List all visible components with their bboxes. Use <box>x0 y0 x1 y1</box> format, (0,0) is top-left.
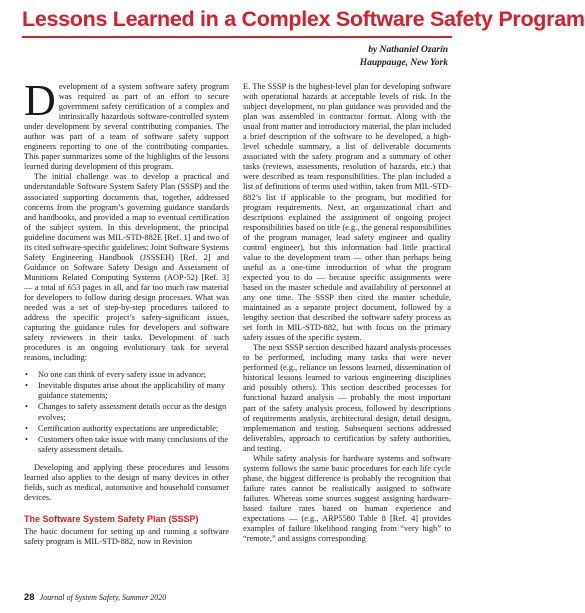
page-footer <box>24 593 166 603</box>
list-item: • No one can think of every safety issue in advance; <box>36 370 229 380</box>
reasons-list <box>24 370 229 454</box>
sssp-continued-paragraph: E. The SSSP is the highest-level plan for developing software with operational hazards at acceptable levels of risk. In the subject development, no plan guidance was provided and the plan was assembled in contractor format. Along with the usual front matter and introductory material, the plan included a brief description of the software to be developed, a high-level schedule summary, a list of deliverable documents associated with the safety program and a summary of other tasks (reviews, assessments, resolution of hazards, etc.) that were described as team responsibilities. The plan included a list of definitions of terms used within, taken from MIL-STD-882’s list if applicable to the program, but modified for program requirements. Next, an organizational chart and descriptions explained the assignment of ongoing project responsibilities based on title (e.g., the general responsibilities of the program manager, lead safety engineer and quality control engineer), but this information had little practical value to the development team — other than perhaps being useful as a one-time introduction of what the program expected you to do — because specific assignments were based on the master schedule and availability of personnel at any one time. The SSSP then cited the master schedule, maintained as a separate project document, followed by a lengthy section that described the software safety process as set forth in MIL-STD-882, but with focus on the primary safety issues of the specific system. <box>243 82 451 343</box>
drop-cap: D <box>24 76 56 125</box>
intro-paragraph <box>24 76 229 172</box>
failure-rates-paragraph: While safety analysis for hardware systems and software systems follows the same basic procedures for each life cycle phase, the biggest difference is probably the recognition that failure rates cannot be realistically assigned to software failures. Whereas some sources suggest assigning hardware-based failure rates based on human experience and expectations — (e.g., ARP5580 Table 8 [Ref. 4] provides examples of failure likelihood ranging from “very high” to “remote,” and assigns corresponding <box>243 453 451 544</box>
list-item: • Certification authority expectations are unpredictable; <box>36 424 229 434</box>
section-heading-sssp: The Software System Safety Plan (SSSP) <box>24 513 199 524</box>
author-location: Hauppauge, New York <box>359 58 448 68</box>
applications-paragraph: Developing and applying these procedures and lessons learned also applies to the design of many devices in other fields, such as medical, automotive and household consumer devices. <box>24 462 229 502</box>
intro-text: evelopment of a system software safety program was required as part of an effort to secure government safety certification of a complex and intrinsically hazardous software-controlled system under development by several contributing companies. The author was part of a team of software safety support engineers reporting to one of the contributing companies. This paper summarizes some of the highlights of the lessons learned during development of this program. <box>24 82 229 172</box>
list-item: • Changes to safety assessment details occur as the design evolves; <box>36 402 229 422</box>
title-rule <box>22 36 452 38</box>
article-title: Lessons Learned in a Complex Software Safety Program <box>22 7 585 31</box>
list-item: • Inevitable disputes arise about the applicability of many guidance statements; <box>36 381 229 401</box>
sssp-paragraph: The basic document for setting up and running a software safety program is MIL-STD-882, now in Revision <box>24 526 229 546</box>
hazard-analysis-paragraph: The next SSSP section described hazard analysis processes to be performed, including many tasks that were never performed (e.g., reliance on lessons learned, dissemination of historical lessons learned to various engineering disciplines and possibly others). This section described processes for functional hazard analysis — probably the most important part of the safety analysis process, followed by descriptions of requirements analysis, architectural design, detail designs, implementation and testing. Subsequent sections addressed deliverables, approach to certification by safety authorities, and testing. <box>243 343 451 453</box>
byline <box>360 44 448 70</box>
right-column <box>243 82 451 544</box>
page-number: 28 <box>24 592 35 603</box>
left-column <box>24 76 229 547</box>
journal-name: Journal of System Safety, Summer 2020 <box>39 593 167 602</box>
challenge-paragraph: The initial challenge was to develop a practical and understandable Software System Safety Plan (SSSP) and the associated supporting documents that, together, addressed concerns from the program’s governing guidance standards and handbooks, and provided a map to eventual certification of the subject system. In this development, the principal guideline document was MIL-STD-882E [Ref. 1] and two of its cited software-specific guidelines: Joint Software Systems Safety Engineering Handbook (JSSSEH) [Ref. 2] and Guidance on Software Safety Design and Assessment of Munitions Related Computing Systems (AOP-52) [Ref. 3] — a total of 653 pages in all, and far too much raw material for developers to follow during design processes. What was needed was a set of step-by-step procedures tailored to address the specific project’s safety-significant issues, capturing the guidance rules for developers and software safety reviewers in their tasks. Development of such procedures is an ongoing evolutionary task for several reasons, including: <box>24 172 229 363</box>
list-item: • Customers often take issue with many conclusions of the safety assessment details. <box>36 435 229 455</box>
author-name: by Nathaniel Ozarin <box>368 45 448 55</box>
